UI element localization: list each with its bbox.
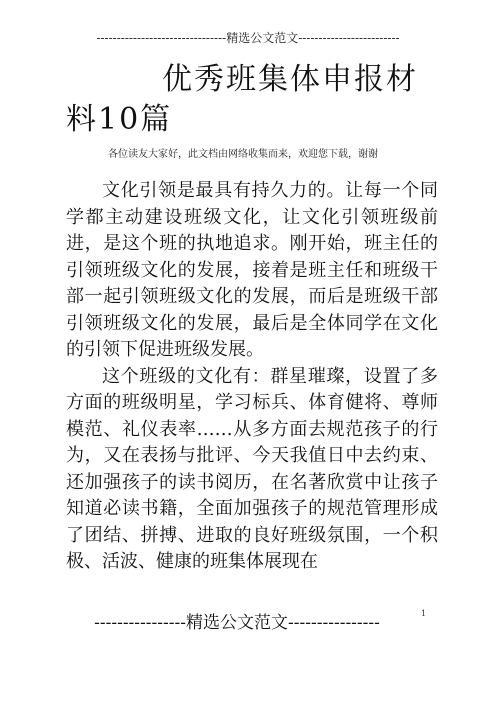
page-number: 1 — [421, 609, 427, 618]
page-footer: ----------------精选公文范文---------------- — [94, 613, 380, 633]
document-title — [66, 60, 436, 140]
paragraph: 文化引领是最具有持久力的。让每一个同学都主动建设班级文化，让文化引领班级前进，是这个班的执地追求。刚开始，班主任的引领班级文化的发展，接着是班主任和班级干部一起引领班级文化的发展，而后是班级干部引领班级文化的发展，最后是全体同学在文化的引领下促进班级发展。 — [66, 180, 438, 360]
title-line-2: 料10篇 — [66, 102, 173, 137]
body-text — [66, 178, 438, 576]
document-subtitle: 各位读友大家好，此文档由网络收集而来，欢迎您下载，谢谢 — [108, 149, 378, 160]
page-header: --------------------------------精选公文范文------------------------- — [96, 31, 400, 45]
title-line-1: 优秀班集体申报材 — [162, 62, 418, 97]
paragraph: 这个班级的文化有：群星璀璨，设置了多方面的班级明星，学习标兵、体育健将、尊师模范、礼仪表率……从多方面去规范孩子的行为，又在表扬与批评、今天我值日中去约束、还加强孩子的读书阅历，在名著欣赏中让孩子知道必读书籍，全面加强孩子的规范管理形成了团结、拼搏、进取的良好班级氛围，一个积极、活波、健康的班集体展现在 — [66, 365, 438, 572]
